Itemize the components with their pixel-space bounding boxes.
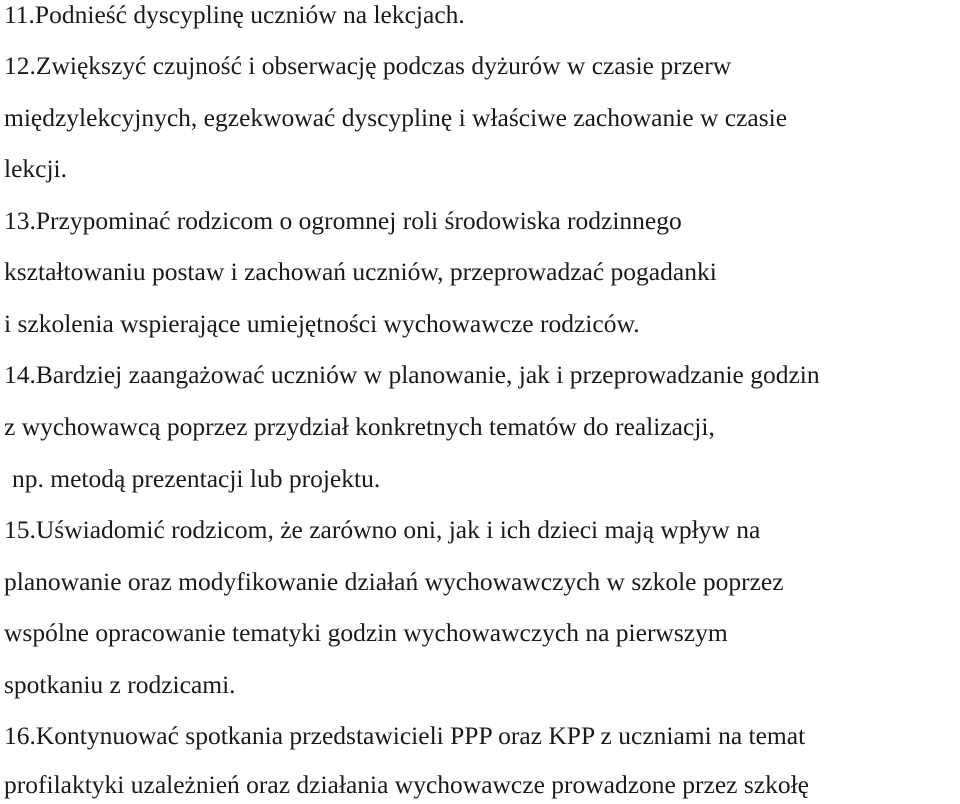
- text-line: 12.Zwiększyć czujność i obserwację podczas dyżurów w czasie przerw: [4, 51, 732, 80]
- text-line: np. metodą prezentacji lub projektu.: [12, 464, 381, 493]
- text-line: z wychowawcą poprzez przydział konkretnych tematów do realizacji,: [4, 412, 715, 441]
- text-line: 13.Przypominać rodzicom o ogromnej roli środowiska rodzinnego: [4, 206, 682, 235]
- text-line: i szkolenia wspierające umiejętności wychowawcze rodziców.: [4, 309, 640, 338]
- text-line: wspólne opracowanie tematyki godzin wychowawczych na pierwszym: [4, 618, 728, 647]
- text-line: 11.Podnieść dyscyplinę uczniów na lekcjach.: [4, 0, 465, 29]
- text-line: planowanie oraz modyfikowanie działań wychowawczych w szkole poprzez: [4, 567, 784, 596]
- text-line: 15.Uświadomić rodzicom, że zarówno oni, jak i ich dzieci mają wpływ na: [4, 515, 761, 544]
- text-line: spotkaniu z rodzicami.: [4, 670, 236, 699]
- text-line: lekcji.: [4, 154, 68, 183]
- text-line: międzylekcyjnych, egzekwować dyscyplinę i właściwe zachowanie w czasie: [4, 103, 788, 132]
- text-line: profilaktyki uzależnień oraz działania wychowawcze prowadzone przez szkołę: [4, 770, 809, 799]
- text-line: kształtowaniu postaw i zachowań uczniów, przeprowadzać pogadanki: [4, 257, 717, 286]
- text-line: 16.Kontynuować spotkania przedstawicieli PPP oraz KPP z uczniami na temat: [4, 721, 806, 750]
- text-line: 14.Bardziej zaangażować uczniów w planowanie, jak i przeprowadzanie godzin: [4, 360, 820, 389]
